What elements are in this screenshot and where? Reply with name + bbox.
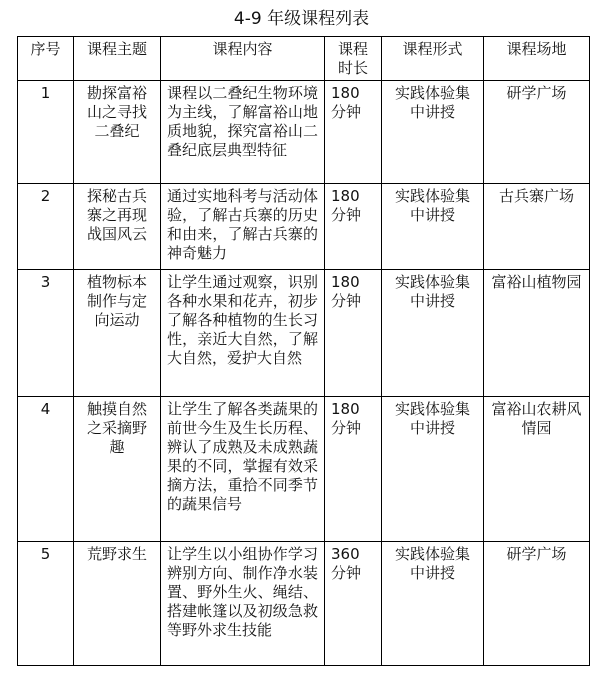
cell-content: 让学生以小组协作学习辨别方向、制作净水装置、野外生火、绳结、搭建帐篷以及初级急救等野外求生技能: [161, 542, 325, 666]
table-row: [18, 397, 590, 542]
cell-form: 实践体验集中讲授: [382, 270, 484, 397]
header-theme: 课程主题: [74, 37, 161, 81]
cell-content: 让学生了解各类蔬果的前世今生及生长历程、辨认了成熟及未成熟蔬果的不同，掌握有效采摘方法，重拾不同季节的蔬果信号: [161, 397, 325, 542]
cell-form: 实践体验集中讲授: [382, 184, 484, 270]
header-duration: 课程时长: [325, 37, 382, 81]
cell-seq: 5: [18, 542, 74, 666]
cell-seq: 3: [18, 270, 74, 397]
cell-venue: 研学广场: [484, 81, 590, 184]
cell-content: 让学生通过观察，识别各种水果和花卉，初步了解各种植物的生长习性，亲近大自然，了解大自然，爱护大自然: [161, 270, 325, 397]
table-row: [18, 542, 590, 666]
cell-venue: 富裕山农耕风情园: [484, 397, 590, 542]
cell-seq: 4: [18, 397, 74, 542]
cell-duration: 180 分钟: [325, 184, 382, 270]
cell-seq: 2: [18, 184, 74, 270]
header-seq: 序号: [18, 37, 74, 81]
cell-content: 通过实地科考与活动体验，了解古兵寨的历史和由来，了解古兵寨的神奇魅力: [161, 184, 325, 270]
cell-theme: 植物标本制作与定向运动: [74, 270, 161, 397]
header-form: 课程形式: [382, 37, 484, 81]
table-row: [18, 184, 590, 270]
table-header-row: [18, 37, 590, 81]
header-content: 课程内容: [161, 37, 325, 81]
cell-form: 实践体验集中讲授: [382, 81, 484, 184]
cell-duration: 180 分钟: [325, 81, 382, 184]
cell-duration: 360 分钟: [325, 542, 382, 666]
table-row: [18, 270, 590, 397]
cell-venue: 古兵寨广场: [484, 184, 590, 270]
cell-theme: 探秘古兵寨之再现战国风云: [74, 184, 161, 270]
cell-duration: 180 分钟: [325, 397, 382, 542]
cell-seq: 1: [18, 81, 74, 184]
page-title: 4-9 年级课程列表: [233, 9, 370, 29]
table-row: [18, 81, 590, 184]
cell-theme: 荒野求生: [74, 542, 161, 666]
header-venue: 课程场地: [484, 37, 590, 81]
cell-form: 实践体验集中讲授: [382, 542, 484, 666]
cell-theme: 触摸自然之采摘野趣: [74, 397, 161, 542]
course-table: [17, 36, 590, 666]
cell-venue: 研学广场: [484, 542, 590, 666]
cell-duration: 180 分钟: [325, 270, 382, 397]
cell-content: 课程以二叠纪生物环境为主线，了解富裕山地质地貌，探究富裕山二叠纪底层典型特征: [161, 81, 325, 184]
cell-form: 实践体验集中讲授: [382, 397, 484, 542]
cell-theme: 勘探富裕山之寻找二叠纪: [74, 81, 161, 184]
cell-venue: 富裕山植物园: [484, 270, 590, 397]
